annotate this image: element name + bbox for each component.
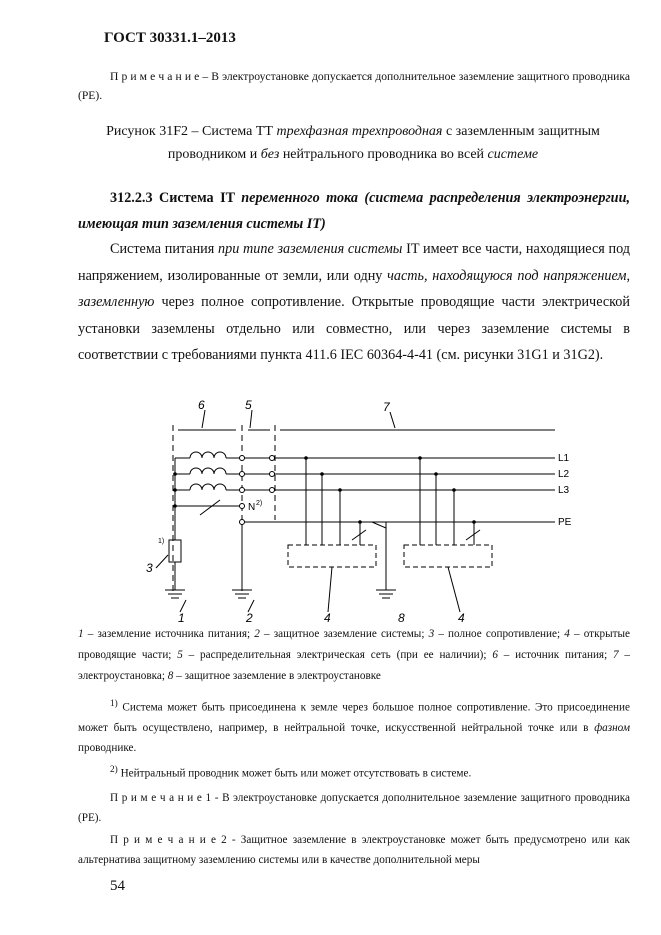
note-label: П р и м е ч а н и е 2 [110,834,227,846]
document-header: ГОСТ 30331.1–2013 [104,30,236,46]
label-l1: L1 [558,453,570,464]
legend-num: 1 [78,628,84,640]
leader-4a [328,567,332,612]
caption-italic: без [260,147,280,162]
source-winding-l2 [190,468,226,474]
figure-legend [78,624,630,687]
legend-text: – заземление источника питания; [83,628,255,640]
callout-5: 5 [245,398,252,412]
caption-text: Рисунок 31F2 – Система ТТ [106,124,277,139]
body-text: через полное сопротивление. Открытые проводящие части электрической установки заземлены отдельно или совместно, или через заземление системы в соответствии с требованиями пункта 411.6 IEC 60364-4-41 (см. рисунки 31G1 и 31G2). [78,294,630,363]
callout-6: 6 [198,398,205,412]
body-text: IT имеет все части, находящиеся под напряжением, изолированные от земли, или одну [78,241,630,284]
caption-italic: системе [487,147,539,162]
leader-4b [448,567,460,612]
neutral-switch [200,500,220,515]
label-l3: L3 [558,485,570,496]
body-text: , [626,267,630,284]
switch-pe-8 [372,522,386,528]
legend-text: – электроустановка; [78,649,631,682]
source-winding-l3 [190,484,226,490]
impedance-symbol [169,540,181,562]
footnote-text: Нейтральный проводник может быть или может отсутствовать в системе. [117,767,472,780]
legend-num: 6 [492,649,498,661]
legend-num: 3 [428,628,435,640]
leader-6 [202,410,205,428]
footnote-text: проводнике. [78,741,137,754]
exposed-part-box-2 [404,545,492,567]
note-text: - Защитное заземление в электроустановке может быть предусмотрено или как альтернатива защитному заземлению системы или в качестве дополнительной меры [78,834,630,866]
callout-7: 7 [383,400,390,414]
section-title-italic: переменного тока (система распределения электроэнергии, имеющая тип заземления системы IT) [78,190,631,232]
switch-a [352,530,366,540]
label-pe: PE [558,517,572,528]
footnote-text: Система может быть присоединена к земле через большое полное сопротивление. Это присоединение может быть осуществлено, например, в нейтральной точке, искусственной нейтральной точке или в [78,701,630,734]
note-text: – В электроустановке допускается дополнительное заземление защитного проводника (PE). [78,70,630,102]
callout-1: 1 [178,611,185,625]
legend-text: – открытые проводящие части; [78,628,630,661]
legend-num: 2 [254,628,260,640]
leader-3 [156,555,168,568]
callout-2: 2 [246,611,253,625]
page-number: 54 [110,878,125,894]
legend-num: 8 [167,670,174,682]
label-l2: L2 [558,469,570,480]
legend-text: – защитное заземление в электроустановке [173,670,381,682]
leader-5 [250,410,252,428]
section-title: Система IT [159,190,242,206]
legend-text: – источник питания; [497,649,613,661]
footnote-italic: фазном [594,721,630,734]
legend-text: – защитное заземление системы; [259,628,429,640]
body-italic: часть, находящуюся под напряжением [387,267,627,284]
note-label: П р и м е ч а н и е 1 [110,792,212,804]
caption-text: нейтрального проводника во всей [279,147,488,162]
note-text: - В электроустановке допускается дополнительное заземление защитного проводника (PE). [78,792,630,824]
callout-4a: 4 [324,611,331,625]
legend-text: – распределительная электрическая сеть (при ее наличии); [182,649,493,661]
caption-text: с заземленным защитным проводником и [167,124,600,162]
callout-4b: 4 [458,611,465,625]
legend-num: 7 [613,649,619,661]
caption-italic: трехфазная трехпроводная [276,124,443,139]
body-italic: заземленную [78,294,155,310]
callout-8: 8 [398,611,405,625]
footnote-marker: 1) [110,699,118,709]
section-number: 312.2.3 [110,190,153,206]
callout-3: 3 [146,561,153,575]
body-italic: при типе заземления системы [218,241,403,257]
label-imp-sup: 1) [158,538,165,545]
label-n-sup: 2) [256,500,263,507]
leader-7 [390,412,395,428]
source-winding-l1 [190,452,226,458]
exposed-part-box-1 [288,545,376,567]
legend-num: 5 [177,649,183,661]
legend-num: 4 [564,628,570,640]
footnote-2 [78,760,630,784]
label-n: N [248,502,256,513]
body-text: Система питания [110,241,219,257]
footnote-marker: 2) [110,765,118,775]
footnote-1 [78,694,630,758]
note-label: П р и м е ч а н и е [110,70,200,83]
legend-text: – полное сопротивление; [434,628,565,640]
note-1 [78,788,630,828]
note-2 [78,830,630,870]
switch-b [466,530,480,540]
